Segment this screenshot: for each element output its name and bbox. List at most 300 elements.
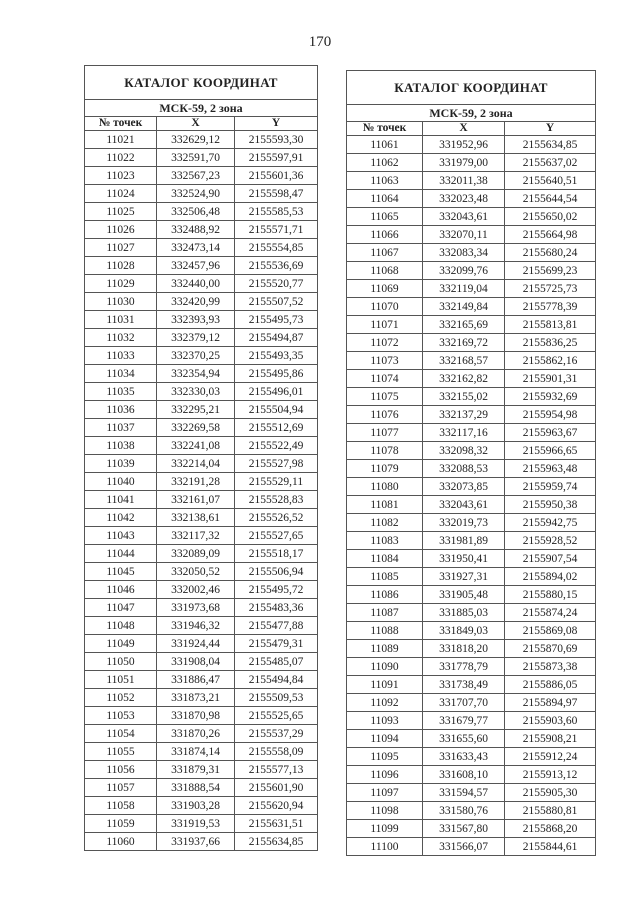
table-row (85, 437, 318, 455)
table-row (347, 586, 596, 604)
y-coordinate-cell: 2155942,75 (505, 514, 596, 532)
y-coordinate-cell: 2155634,85 (505, 136, 596, 154)
x-coordinate-cell: 332473,14 (157, 239, 235, 257)
x-coordinate-cell: 332043,61 (423, 208, 505, 226)
point-number-cell: 11044 (85, 545, 157, 563)
table-row (347, 604, 596, 622)
x-coordinate-cell: 332457,96 (157, 257, 235, 275)
table-row (347, 316, 596, 334)
x-coordinate-cell: 332524,90 (157, 185, 235, 203)
x-coordinate-cell: 331885,03 (423, 604, 505, 622)
y-coordinate-cell: 2155907,54 (505, 550, 596, 568)
point-number-cell: 11065 (347, 208, 423, 226)
point-number-cell: 11071 (347, 316, 423, 334)
y-coordinate-cell: 2155520,77 (235, 275, 318, 293)
x-coordinate-cell: 331952,96 (423, 136, 505, 154)
table-row (85, 599, 318, 617)
point-number-cell: 11021 (85, 131, 157, 149)
x-coordinate-cell: 332295,21 (157, 401, 235, 419)
x-coordinate-cell: 332567,23 (157, 167, 235, 185)
x-coordinate-cell: 332370,25 (157, 347, 235, 365)
point-number-cell: 11066 (347, 226, 423, 244)
y-coordinate-cell: 2155597,91 (235, 149, 318, 167)
point-number-cell: 11095 (347, 748, 423, 766)
table-row (347, 298, 596, 316)
point-number-cell: 11083 (347, 532, 423, 550)
point-number-cell: 11062 (347, 154, 423, 172)
x-coordinate-cell: 332629,12 (157, 131, 235, 149)
point-number-cell: 11051 (85, 671, 157, 689)
point-number-cell: 11064 (347, 190, 423, 208)
table-row (85, 185, 318, 203)
y-coordinate-cell: 2155527,98 (235, 455, 318, 473)
y-coordinate-cell: 2155637,02 (505, 154, 596, 172)
y-coordinate-cell: 2155529,11 (235, 473, 318, 491)
table-row (347, 676, 596, 694)
table-row (85, 689, 318, 707)
point-number-cell: 11063 (347, 172, 423, 190)
point-number-cell: 11040 (85, 473, 157, 491)
x-coordinate-cell: 332088,53 (423, 460, 505, 478)
x-coordinate-cell: 332002,46 (157, 581, 235, 599)
coordinate-catalog-right (346, 70, 596, 856)
point-number-cell: 11057 (85, 779, 157, 797)
coordinate-catalog-left (84, 65, 318, 851)
x-coordinate-cell: 332269,58 (157, 419, 235, 437)
page-number: 170 (308, 34, 332, 50)
table-row (347, 154, 596, 172)
table-row (347, 406, 596, 424)
point-number-cell: 11059 (85, 815, 157, 833)
point-number-cell: 11082 (347, 514, 423, 532)
coordinate-system-zone: МСК-59, 2 зона (85, 100, 318, 117)
point-number-cell: 11058 (85, 797, 157, 815)
y-coordinate-cell: 2155512,69 (235, 419, 318, 437)
y-coordinate-cell: 2155873,38 (505, 658, 596, 676)
table-row (347, 280, 596, 298)
table-row (85, 455, 318, 473)
table-row (85, 131, 318, 149)
x-coordinate-cell: 332083,34 (423, 244, 505, 262)
table-row (347, 622, 596, 640)
point-number-cell: 11045 (85, 563, 157, 581)
y-coordinate-cell: 2155869,08 (505, 622, 596, 640)
y-coordinate-cell: 2155905,30 (505, 784, 596, 802)
y-coordinate-cell: 2155495,72 (235, 581, 318, 599)
table-row (85, 779, 318, 797)
x-coordinate-cell: 331679,77 (423, 712, 505, 730)
y-coordinate-cell: 2155880,81 (505, 802, 596, 820)
table-row (347, 478, 596, 496)
y-coordinate-cell: 2155601,36 (235, 167, 318, 185)
y-coordinate-cell: 2155928,52 (505, 532, 596, 550)
point-number-cell: 11090 (347, 658, 423, 676)
x-coordinate-cell: 332098,32 (423, 442, 505, 460)
x-coordinate-cell: 332330,03 (157, 383, 235, 401)
point-number-cell: 11022 (85, 149, 157, 167)
point-number-cell: 11037 (85, 419, 157, 437)
x-coordinate-cell: 332161,07 (157, 491, 235, 509)
point-number-cell: 11091 (347, 676, 423, 694)
table-row (347, 658, 596, 676)
catalog-title: КАТАЛОГ КООРДИНАТ (85, 66, 318, 100)
table-row (347, 244, 596, 262)
y-coordinate-cell: 2155959,74 (505, 478, 596, 496)
y-coordinate-cell: 2155507,52 (235, 293, 318, 311)
y-coordinate-cell: 2155518,17 (235, 545, 318, 563)
y-coordinate-cell: 2155650,02 (505, 208, 596, 226)
y-coordinate-cell: 2155868,20 (505, 820, 596, 838)
point-number-cell: 11073 (347, 352, 423, 370)
x-coordinate-cell: 331908,04 (157, 653, 235, 671)
table-row (347, 208, 596, 226)
y-coordinate-cell: 2155528,83 (235, 491, 318, 509)
table-row (347, 712, 596, 730)
y-coordinate-cell: 2155554,85 (235, 239, 318, 257)
table-row (85, 653, 318, 671)
point-number-cell: 11070 (347, 298, 423, 316)
y-coordinate-cell: 2155525,65 (235, 707, 318, 725)
x-coordinate-cell: 332506,48 (157, 203, 235, 221)
x-coordinate-cell: 332379,12 (157, 329, 235, 347)
x-coordinate-cell: 332393,93 (157, 311, 235, 329)
table-row (347, 334, 596, 352)
table-row (85, 329, 318, 347)
x-coordinate-cell: 331903,28 (157, 797, 235, 815)
point-number-cell: 11069 (347, 280, 423, 298)
table-row (85, 419, 318, 437)
y-coordinate-cell: 2155725,73 (505, 280, 596, 298)
table-row (85, 149, 318, 167)
table-row (347, 568, 596, 586)
table-row (85, 401, 318, 419)
point-number-cell: 11041 (85, 491, 157, 509)
point-number-cell: 11099 (347, 820, 423, 838)
point-number-cell: 11100 (347, 838, 423, 856)
point-number-cell: 11043 (85, 527, 157, 545)
point-number-cell: 11078 (347, 442, 423, 460)
x-coordinate-cell: 332137,29 (423, 406, 505, 424)
table-row (85, 311, 318, 329)
table-row (85, 383, 318, 401)
point-number-cell: 11029 (85, 275, 157, 293)
y-coordinate-cell: 2155620,94 (235, 797, 318, 815)
point-number-cell: 11080 (347, 478, 423, 496)
y-coordinate-cell: 2155680,24 (505, 244, 596, 262)
x-coordinate-cell: 331937,66 (157, 833, 235, 851)
y-coordinate-cell: 2155527,65 (235, 527, 318, 545)
point-number-cell: 11024 (85, 185, 157, 203)
x-coordinate-cell: 332073,85 (423, 478, 505, 496)
point-number-cell: 11088 (347, 622, 423, 640)
x-coordinate-cell: 331567,80 (423, 820, 505, 838)
point-number-cell: 11056 (85, 761, 157, 779)
y-coordinate-cell: 2155813,81 (505, 316, 596, 334)
y-coordinate-cell: 2155509,53 (235, 689, 318, 707)
x-coordinate-cell: 332138,61 (157, 509, 235, 527)
x-coordinate-cell: 331886,47 (157, 671, 235, 689)
point-number-cell: 11081 (347, 496, 423, 514)
point-number-cell: 11067 (347, 244, 423, 262)
point-number-cell: 11039 (85, 455, 157, 473)
table-row (85, 275, 318, 293)
y-coordinate-cell: 2155908,21 (505, 730, 596, 748)
table-row (347, 820, 596, 838)
table-row (85, 527, 318, 545)
x-coordinate-cell: 332011,38 (423, 172, 505, 190)
y-coordinate-cell: 2155598,47 (235, 185, 318, 203)
x-coordinate-cell: 332117,32 (157, 527, 235, 545)
x-coordinate-cell: 332488,92 (157, 221, 235, 239)
y-coordinate-cell: 2155634,85 (235, 833, 318, 851)
y-coordinate-cell: 2155494,84 (235, 671, 318, 689)
point-number-cell: 11084 (347, 550, 423, 568)
table-row (347, 766, 596, 784)
point-number-cell: 11094 (347, 730, 423, 748)
y-coordinate-cell: 2155526,52 (235, 509, 318, 527)
table-row (347, 694, 596, 712)
x-coordinate-cell: 331655,60 (423, 730, 505, 748)
table-row (85, 491, 318, 509)
y-coordinate-cell: 2155483,36 (235, 599, 318, 617)
y-coordinate-cell: 2155894,97 (505, 694, 596, 712)
table-row (347, 532, 596, 550)
point-number-cell: 11072 (347, 334, 423, 352)
point-number-cell: 11053 (85, 707, 157, 725)
table-row (85, 347, 318, 365)
x-coordinate-cell: 331580,76 (423, 802, 505, 820)
table-row (347, 172, 596, 190)
x-coordinate-cell: 331946,32 (157, 617, 235, 635)
table-row (347, 640, 596, 658)
y-coordinate-cell: 2155536,69 (235, 257, 318, 275)
x-coordinate-cell: 331873,21 (157, 689, 235, 707)
point-number-cell: 11086 (347, 586, 423, 604)
x-coordinate-cell: 332214,04 (157, 455, 235, 473)
point-number-cell: 11061 (347, 136, 423, 154)
x-coordinate-cell: 332241,08 (157, 437, 235, 455)
column-header-x: X (423, 122, 505, 136)
y-coordinate-cell: 2155644,54 (505, 190, 596, 208)
point-number-cell: 11028 (85, 257, 157, 275)
x-coordinate-cell: 332099,76 (423, 262, 505, 280)
x-coordinate-cell: 331778,79 (423, 658, 505, 676)
y-coordinate-cell: 2155870,69 (505, 640, 596, 658)
y-coordinate-cell: 2155880,15 (505, 586, 596, 604)
table-row (347, 352, 596, 370)
table-row (347, 424, 596, 442)
y-coordinate-cell: 2155631,51 (235, 815, 318, 833)
x-coordinate-cell: 331849,03 (423, 622, 505, 640)
x-coordinate-cell: 332354,94 (157, 365, 235, 383)
table-row (85, 239, 318, 257)
table-row (85, 617, 318, 635)
x-coordinate-cell: 331707,70 (423, 694, 505, 712)
y-coordinate-cell: 2155966,65 (505, 442, 596, 460)
point-number-cell: 11030 (85, 293, 157, 311)
y-coordinate-cell: 2155954,98 (505, 406, 596, 424)
x-coordinate-cell: 331927,31 (423, 568, 505, 586)
x-coordinate-cell: 332050,52 (157, 563, 235, 581)
point-number-cell: 11085 (347, 568, 423, 586)
x-coordinate-cell: 332591,70 (157, 149, 235, 167)
y-coordinate-cell: 2155778,39 (505, 298, 596, 316)
table-row (347, 136, 596, 154)
x-coordinate-cell: 331888,54 (157, 779, 235, 797)
table-row (85, 815, 318, 833)
table-row (347, 262, 596, 280)
x-coordinate-cell: 332089,09 (157, 545, 235, 563)
table-row (85, 581, 318, 599)
x-coordinate-cell: 332165,69 (423, 316, 505, 334)
catalog-title: КАТАЛОГ КООРДИНАТ (347, 71, 596, 105)
coordinate-system-zone: МСК-59, 2 зона (347, 105, 596, 122)
x-coordinate-cell: 332019,73 (423, 514, 505, 532)
y-coordinate-cell: 2155950,38 (505, 496, 596, 514)
x-coordinate-cell: 332169,72 (423, 334, 505, 352)
x-coordinate-cell: 332149,84 (423, 298, 505, 316)
point-number-cell: 11038 (85, 437, 157, 455)
point-number-cell: 11096 (347, 766, 423, 784)
x-coordinate-cell: 332162,82 (423, 370, 505, 388)
point-number-cell: 11089 (347, 640, 423, 658)
table-row (85, 257, 318, 275)
table-row (85, 563, 318, 581)
y-coordinate-cell: 2155913,12 (505, 766, 596, 784)
table-row (347, 442, 596, 460)
table-row (347, 748, 596, 766)
point-number-cell: 11097 (347, 784, 423, 802)
point-number-cell: 11031 (85, 311, 157, 329)
x-coordinate-cell: 331738,49 (423, 676, 505, 694)
y-coordinate-cell: 2155886,05 (505, 676, 596, 694)
y-coordinate-cell: 2155963,67 (505, 424, 596, 442)
column-header-point-number: № точек (347, 122, 423, 136)
point-number-cell: 11026 (85, 221, 157, 239)
y-coordinate-cell: 2155699,23 (505, 262, 596, 280)
x-coordinate-cell: 332070,11 (423, 226, 505, 244)
point-number-cell: 11023 (85, 167, 157, 185)
x-coordinate-cell: 332420,99 (157, 293, 235, 311)
table-row (347, 730, 596, 748)
point-number-cell: 11050 (85, 653, 157, 671)
x-coordinate-cell: 332119,04 (423, 280, 505, 298)
table-row (347, 784, 596, 802)
point-number-cell: 11055 (85, 743, 157, 761)
x-coordinate-cell: 331608,10 (423, 766, 505, 784)
point-number-cell: 11087 (347, 604, 423, 622)
x-coordinate-cell: 331981,89 (423, 532, 505, 550)
y-coordinate-cell: 2155874,24 (505, 604, 596, 622)
table-row (347, 190, 596, 208)
y-coordinate-cell: 2155537,29 (235, 725, 318, 743)
x-coordinate-cell: 331870,98 (157, 707, 235, 725)
table-row (85, 833, 318, 851)
table-row (347, 514, 596, 532)
table-row (85, 635, 318, 653)
y-coordinate-cell: 2155558,09 (235, 743, 318, 761)
x-coordinate-cell: 332043,61 (423, 496, 505, 514)
table-row (85, 473, 318, 491)
y-coordinate-cell: 2155485,07 (235, 653, 318, 671)
table-row (85, 671, 318, 689)
table-row (347, 496, 596, 514)
point-number-cell: 11092 (347, 694, 423, 712)
point-number-cell: 11079 (347, 460, 423, 478)
x-coordinate-cell: 331879,31 (157, 761, 235, 779)
y-coordinate-cell: 2155585,53 (235, 203, 318, 221)
point-number-cell: 11046 (85, 581, 157, 599)
y-coordinate-cell: 2155894,02 (505, 568, 596, 586)
point-number-cell: 11034 (85, 365, 157, 383)
table-row (85, 725, 318, 743)
point-number-cell: 11048 (85, 617, 157, 635)
x-coordinate-cell: 331594,57 (423, 784, 505, 802)
point-number-cell: 11077 (347, 424, 423, 442)
point-number-cell: 11054 (85, 725, 157, 743)
table-row (85, 761, 318, 779)
y-coordinate-cell: 2155932,69 (505, 388, 596, 406)
y-coordinate-cell: 2155496,01 (235, 383, 318, 401)
column-header-y: Y (505, 122, 596, 136)
x-coordinate-cell: 331950,41 (423, 550, 505, 568)
point-number-cell: 11047 (85, 599, 157, 617)
point-number-cell: 11098 (347, 802, 423, 820)
table-row (85, 509, 318, 527)
table-row (85, 743, 318, 761)
y-coordinate-cell: 2155504,94 (235, 401, 318, 419)
y-coordinate-cell: 2155601,90 (235, 779, 318, 797)
point-number-cell: 11033 (85, 347, 157, 365)
point-number-cell: 11093 (347, 712, 423, 730)
table-row (347, 550, 596, 568)
x-coordinate-cell: 331979,00 (423, 154, 505, 172)
table-row (347, 802, 596, 820)
x-coordinate-cell: 331633,43 (423, 748, 505, 766)
y-coordinate-cell: 2155862,16 (505, 352, 596, 370)
y-coordinate-cell: 2155479,31 (235, 635, 318, 653)
x-coordinate-cell: 331924,44 (157, 635, 235, 653)
x-coordinate-cell: 331870,26 (157, 725, 235, 743)
point-number-cell: 11025 (85, 203, 157, 221)
point-number-cell: 11075 (347, 388, 423, 406)
y-coordinate-cell: 2155571,71 (235, 221, 318, 239)
table-row (347, 460, 596, 478)
y-coordinate-cell: 2155844,61 (505, 838, 596, 856)
x-coordinate-cell: 331566,07 (423, 838, 505, 856)
y-coordinate-cell: 2155522,49 (235, 437, 318, 455)
y-coordinate-cell: 2155506,94 (235, 563, 318, 581)
y-coordinate-cell: 2155963,48 (505, 460, 596, 478)
column-header-x: X (157, 117, 235, 131)
y-coordinate-cell: 2155495,86 (235, 365, 318, 383)
x-coordinate-cell: 332023,48 (423, 190, 505, 208)
x-coordinate-cell: 332168,57 (423, 352, 505, 370)
point-number-cell: 11027 (85, 239, 157, 257)
y-coordinate-cell: 2155493,35 (235, 347, 318, 365)
y-coordinate-cell: 2155477,88 (235, 617, 318, 635)
table-row (85, 167, 318, 185)
x-coordinate-cell: 331818,20 (423, 640, 505, 658)
table-row (347, 838, 596, 856)
y-coordinate-cell: 2155901,31 (505, 370, 596, 388)
y-coordinate-cell: 2155593,30 (235, 131, 318, 149)
x-coordinate-cell: 332191,28 (157, 473, 235, 491)
x-coordinate-cell: 331874,14 (157, 743, 235, 761)
x-coordinate-cell: 332155,02 (423, 388, 505, 406)
column-header-y: Y (235, 117, 318, 131)
table-row (347, 388, 596, 406)
